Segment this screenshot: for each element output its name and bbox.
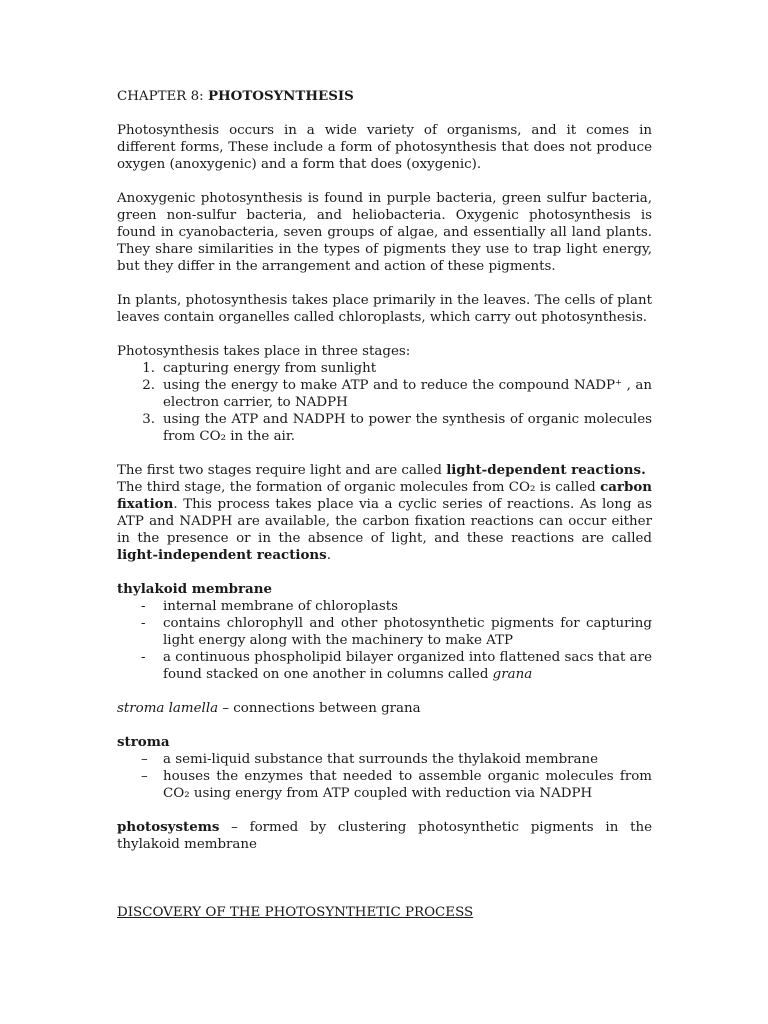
carbon-fixation-paragraph: The third stage, the formation of organic molecules from CO₂ is called carbon fixation. This process takes place via a cyclic series of reactions. As long as ATP and NADPH are available, the carbon fixation reactions can occur either in the presence or in the absence of light, and these reactions are called light-independent reactions.: [117, 479, 652, 563]
section-heading-discovery: DISCOVERY OF THE PHOTOSYNTHETIC PROCESS: [117, 905, 474, 920]
list-item: 2. using the energy to make ATP and to reduce the compound NADP⁺ , an electron carrier, to NADPH: [142, 378, 652, 410]
list-item: – a semi-liquid substance that surrounds the thylakoid membrane: [141, 752, 599, 767]
stages-list: [117, 360, 652, 445]
chapter-title: PHOTOSYNTHESIS: [207, 88, 354, 104]
stroma-list: [117, 751, 652, 802]
photosystems-term: photosystems: [117, 819, 220, 835]
stroma-lamella-term: stroma lamella: [117, 701, 219, 716]
list-item: 1. capturing energy from sunlight: [142, 361, 377, 376]
light-independent-term: light-independent reactions: [117, 547, 327, 563]
light-paragraph: The first two stages require light and are called light-dependent reactions.: [117, 462, 646, 478]
chapter-heading: CHAPTER 8: PHOTOSYNTHESIS: [117, 88, 354, 104]
stages-intro: Photosynthesis takes place in three stages:: [117, 344, 411, 359]
stroma-heading: stroma: [117, 734, 170, 750]
document-body: [117, 88, 652, 921]
light-dependent-term: light-dependent reactions.: [446, 462, 646, 478]
grana-term: grana: [492, 667, 533, 682]
photosystems-paragraph: photosystems – formed by clustering photosynthetic pigments in the thylakoid membrane: [117, 819, 652, 852]
carbon-fixation-term: carbon fixation: [117, 479, 652, 512]
list-item: 3. using the ATP and NADPH to power the synthesis of organic molecules from CO₂ in the air.: [142, 412, 652, 444]
list-item: - contains chlorophyll and other photosynthetic pigments for capturing light energy along with the machinery to make ATP: [141, 616, 652, 648]
list-item: - internal membrane of chloroplasts: [141, 599, 399, 614]
thylakoid-heading: thylakoid membrane: [117, 581, 272, 597]
anoxygenic-paragraph: Anoxygenic photosynthesis is found in purple bacteria, green sulfur bacteria, green non-sulfur bacteria, and heliobacteria. Oxygenic photosynthesis is found in cyanobacteria, seven groups of algae, and essentially all land plants. They share similarities in the types of pigments they use to trap light energy, but they differ in the arrangement and action of these pigments.: [117, 191, 652, 274]
intro-paragraph: Photosynthesis occurs in a wide variety of organisms, and it comes in different forms, These include a form of photosynthesis that does not produce oxygen (anoxygenic) and a form that does (oxygenic).: [117, 123, 652, 172]
plants-paragraph: In plants, photosynthesis takes place primarily in the leaves. The cells of plant leaves contain organelles called chloroplasts, which carry out photosynthesis.: [117, 293, 652, 325]
list-item: – houses the enzymes that needed to assemble organic molecules from CO₂ using energy from ATP coupled with reduction via NADPH: [141, 769, 652, 801]
stroma-lamella-line: stroma lamella – connections between grana: [117, 701, 421, 716]
thylakoid-list: [117, 598, 652, 683]
list-item: - a continuous phospholipid bilayer organized into flattened sacs that are found stacked on one another in columns called grana: [141, 650, 652, 682]
